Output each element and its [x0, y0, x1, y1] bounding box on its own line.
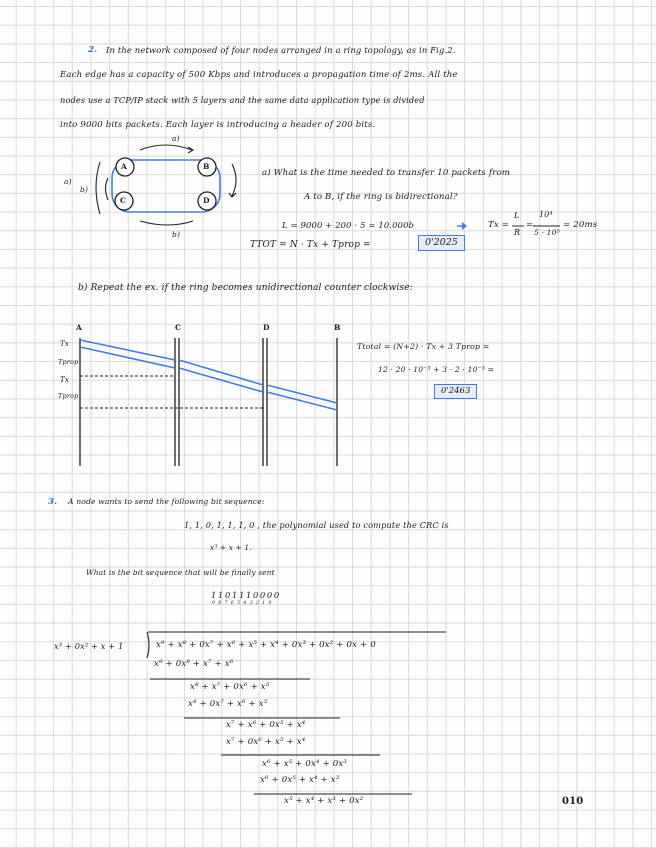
tx-fraction-1-den: R [514, 228, 521, 237]
left-bracket-outer [96, 162, 100, 214]
axis-label-tx-1: Tx [60, 340, 69, 348]
problem-3-line-2: 1, 1, 0, 1, 1, 1, 0 , the polynomial used to compute the CRC is [184, 520, 449, 530]
division-step-2: x⁸ + x⁷ + 0x⁶ + x⁵ [190, 682, 270, 692]
node-d-label: D [203, 196, 210, 205]
problem-2-line-4: into 9000 bits packets. Each layer is introducing a header of 200 bits. [60, 120, 376, 130]
timeline-node-b: B [334, 323, 341, 332]
packet-line-2a [179, 360, 263, 385]
node-a-label: A [121, 162, 127, 171]
problem-3-line-1: A node wants to send the following bit sequence: [68, 497, 265, 506]
division-step-4: x⁷ + x⁶ + 0x⁵ + x⁴ [226, 720, 306, 730]
bottom-arrow [140, 221, 193, 225]
ttot-equation: TTOT = N · Tx + Tprop = [250, 240, 371, 250]
problem-2-line-3: nodes use a TCP/IP stack with 5 layers and the same data application type is divided [60, 95, 425, 105]
crc-remainder: 010 [562, 796, 584, 807]
problem-2-line-2: Each edge has a capacity of 500 Kbps and introduces a propagation time of 2ms. All the [60, 70, 458, 80]
diagram-label-left-a: a) [64, 177, 72, 186]
bit-indices: 9 8 7 6 5 4 3 2 1 0 [212, 601, 273, 606]
division-step-7: x⁶ + 0x⁵ + x⁴ + x³ [260, 775, 340, 785]
axis-label-tx-2: Tx [60, 376, 69, 384]
division-step-8: x⁵ + x⁴ + x³ + 0x² [284, 796, 364, 806]
part-b-question: b) Repeat the ex. if the ring becomes unidirectional counter clockwise: [78, 283, 413, 293]
part-a-question-2: A to B, if the ring is bidirectional? [304, 192, 458, 202]
left-bracket-inner [106, 178, 109, 200]
division-step-3: x⁸ + 0x⁷ + x⁶ + x⁵ [188, 699, 268, 709]
diagram-label-left-b: b) [80, 185, 89, 194]
tx-equation-label: Tx = [488, 220, 510, 230]
ttotal-equation: Ttotal = (N+2) · Tx + 3 Tprop = [357, 342, 490, 351]
problem-3-question: What is the bit sequence that will be finally sent [86, 568, 275, 577]
right-bracket [232, 164, 236, 196]
divisor: x³ + 0x² + x + 1 [54, 641, 124, 651]
dividend: x⁹ + x⁸ + 0x⁷ + x⁶ + x⁵ + x⁴ + 0x³ + 0x² + 0x + 0 [156, 640, 376, 650]
problem-3-number: 3. [48, 497, 58, 507]
division-step-5: x⁷ + 0x⁶ + x⁵ + x⁴ [226, 737, 306, 747]
tx-result: = 20ms [563, 220, 598, 230]
timeline-node-c: C [175, 323, 182, 332]
length-equation: L = 9000 + 200 · 5 = 10.000b [282, 220, 415, 230]
problem-2-line-1: In the network composed of four nodes arranged in a ring topology, as in Fig.2. [106, 45, 456, 55]
crc-polynomial: x³ + x + 1. [210, 543, 252, 552]
diagram-label-top: a) [172, 134, 180, 143]
packet-line-2b [179, 368, 263, 392]
tx-fraction-2-den: 5 · 10⁵ [534, 228, 560, 237]
problem-2-number: 2. [88, 45, 98, 55]
bit-sequence: 1 1 0 1 1 1 0 0 0 0 [211, 590, 279, 600]
tx-fraction-1-num: L [514, 211, 520, 220]
part-a-answer-box: 0'2025 [418, 235, 465, 251]
tx-fraction-2-num: 10⁴ [539, 210, 553, 219]
axis-label-tprop-1: Tprop [58, 358, 79, 366]
top-arrow [140, 145, 192, 150]
division-step-1: x⁹ + 0x⁸ + x⁷ + x⁶ [154, 659, 234, 669]
tx-equation-mid: = [526, 220, 534, 230]
diagram-label-bottom: b) [172, 230, 181, 239]
division-bracket [147, 632, 149, 658]
timeline-node-d: D [263, 323, 270, 332]
axis-label-tprop-2: Tprop [58, 392, 79, 400]
division-step-6: x⁶ + x⁵ + 0x⁴ + 0x³ [262, 759, 347, 769]
timeline-node-a: A [76, 323, 82, 332]
node-b-label: B [203, 162, 210, 171]
ttotal-calculation: 12 · 20 · 10⁻³ + 3 · 2 · 10⁻³ = [378, 365, 495, 374]
part-b-answer-box: 0'2463 [434, 384, 477, 399]
node-c-label: C [120, 196, 127, 205]
part-a-question-1: a) What is the time needed to transfer 10 packets from [262, 168, 511, 178]
